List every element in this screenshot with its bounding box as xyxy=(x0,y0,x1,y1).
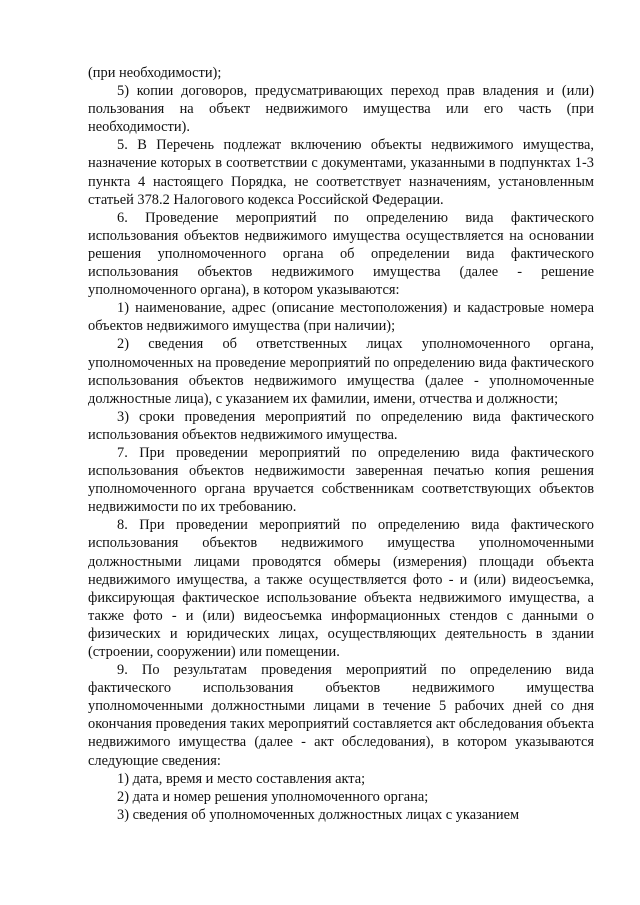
paragraph-clause-6-item-3: 3) сроки проведения мероприятий по определению вида фактического использования объектов недвижимого имущества. xyxy=(88,408,594,443)
paragraph-item-5-contracts: 5) копии договоров, предусматривающих переход прав владения и (или) пользования на объект недвижимого имущества или его часть (при необходимости). xyxy=(88,83,594,136)
paragraph-clause-7: 7. При проведении мероприятий по определению вида фактического использования объектов недвижимости заверенная печатью копия решения уполномоченного органа вручается собственникам соответствующих объектов недвижимости по их требованию. xyxy=(88,444,594,516)
paragraph-clause-6-item-2: 2) сведения об ответственных лицах уполномоченного органа, уполномоченных на проведение мероприятий по определению вида фактического использования объектов недвижимого имущества (далее - уполномоченные должностные лица), с указанием их фамилии, имени, отчества и должности; xyxy=(88,336,594,407)
paragraph-clause-8: 8. При проведении мероприятий по определению вида фактического использования объектов недвижимого имущества уполномоченными должностными лицами проводятся обмеры (измерения) площади объекта недвижимого имущества, а также осуществляется фото - и (или) видеосъемка, фиксирующая фактическое использование объекта недвижимого имущества, а также фото - и (или) видеосъемка информационных стендов с данными о физических и юридических лицах, осуществляющих деятельность в здании (строении, сооружении) или помещении. xyxy=(88,517,594,660)
document-page xyxy=(88,64,594,824)
paragraph-clause-9-item-1: 1) дата, время и место составления акта; xyxy=(117,770,366,787)
paragraph-clause-5: 5. В Перечень подлежат включению объекты недвижимого имущества, назначение которых в соответствии с документами, указанными в подпунктах 1-3 пункта 4 настоящего Порядка, не соответствует назначениям, установленным статьей 378.2 Налогового кодекса Российской Федерации. xyxy=(88,137,594,208)
paragraph-clause-9: 9. По результатам проведения мероприятий по определению вида фактического использования объектов недвижимого имущества уполномоченными должностными лицами в течение 5 рабочих дней со дня окончания проведения таких мероприятий составляется акт обследования объекта недвижимого имущества (далее - акт обследования), в котором указываются следующие сведения: xyxy=(88,662,594,769)
paragraph-clause-6: 6. Проведение мероприятий по определению вида фактического использования объектов недвижимого имущества осуществляется на основании решения уполномоченного органа об определении вида фактического использования объектов недвижимого имущества (далее - решение уполномоченного органа), в котором указываются: xyxy=(88,209,594,299)
paragraph-clause-9-item-2: 2) дата и номер решения уполномоченного органа; xyxy=(117,788,429,805)
paragraph-clause-9-item-3: 3) сведения об уполномоченных должностных лицах с указанием xyxy=(117,806,520,823)
paragraph-clause-6-item-1: 1) наименование, адрес (описание местоположения) и кадастровые номера объектов недвижимого имущества (при наличии); xyxy=(88,300,594,335)
paragraph-continuation: (при необходимости); xyxy=(88,65,222,81)
